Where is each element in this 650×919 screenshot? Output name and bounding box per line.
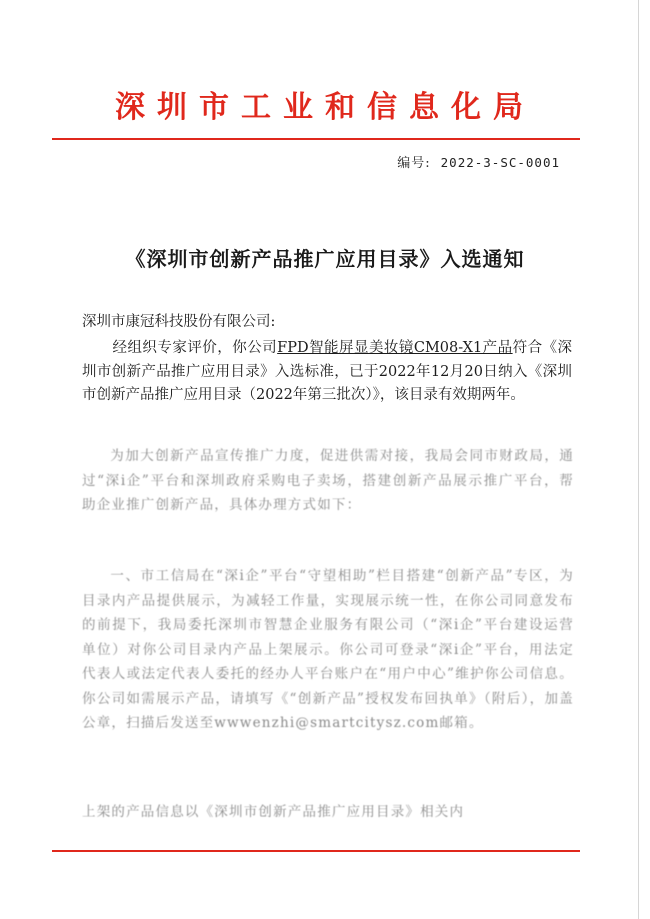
paragraph-evaluation-rest: 符合《深圳市创新产品推广应用目录》入选标准，已于2022年12月20日纳入《深圳市创新产品推广应用目录（2022年第三批次）》，该目录有效期两年。	[82, 340, 573, 403]
page-edge-shadow	[638, 0, 639, 919]
paragraph-platform-text: 一、市工信局在“深i企”平台“守望相助”栏目搭建“创新产品”专区，为目录内产品提供展示，为减轻工作量，实现展示统一性，在你公司同意发布的前提下，我局委托深圳市智慧企业服务有限公司（“深i企”平台建设运营单位）对你公司目录内产品上架展示。你公司可登录“深i企”平台，用法定代表人或法定代表人委托的经办人平台账户在“用户中心”维护你公司信息。你公司如需展示产品，请填写《“创新产品”授权发布回执单》（附后），加盖公章，扫描后发送至wwwenzhi@smartcitysz.com邮箱。	[82, 568, 574, 731]
addressee: 深圳市康冠科技股份有限公司:	[82, 314, 276, 330]
paragraph-promotion-text: 为加大创新产品宣传推广力度，促进供需对接，我局会同市财政局，通过“深i企”平台和深圳政府采购电子卖场，搭建创新产品展示推广平台，帮助企业推广创新产品，具体办理方式如下：	[82, 448, 574, 513]
notice-title: 《深圳市创新产品推广应用目录》入选通知	[125, 247, 525, 271]
paragraph-listing-text: 上架的产品信息以《深圳市创新产品推广应用目录》相关内	[82, 804, 465, 820]
paragraph-evaluation	[82, 337, 572, 408]
letterhead-red-rule	[52, 138, 580, 140]
paragraph-evaluation-lead: 经组织专家评价，你公司	[112, 340, 278, 356]
paragraph-listing	[82, 800, 574, 825]
letterhead-agency-name: 深圳市工业和信息化局	[115, 90, 535, 125]
document-number-label: 编号:	[397, 156, 431, 171]
product-name: FPD智能屏显美妆镜CM08-X1产品	[277, 340, 513, 356]
document-number-value: 2022-3-SC-0001	[440, 155, 560, 170]
footer-red-rule	[52, 850, 580, 852]
paragraph-platform	[82, 564, 574, 736]
document-number	[397, 152, 560, 171]
paragraph-promotion	[82, 444, 574, 518]
